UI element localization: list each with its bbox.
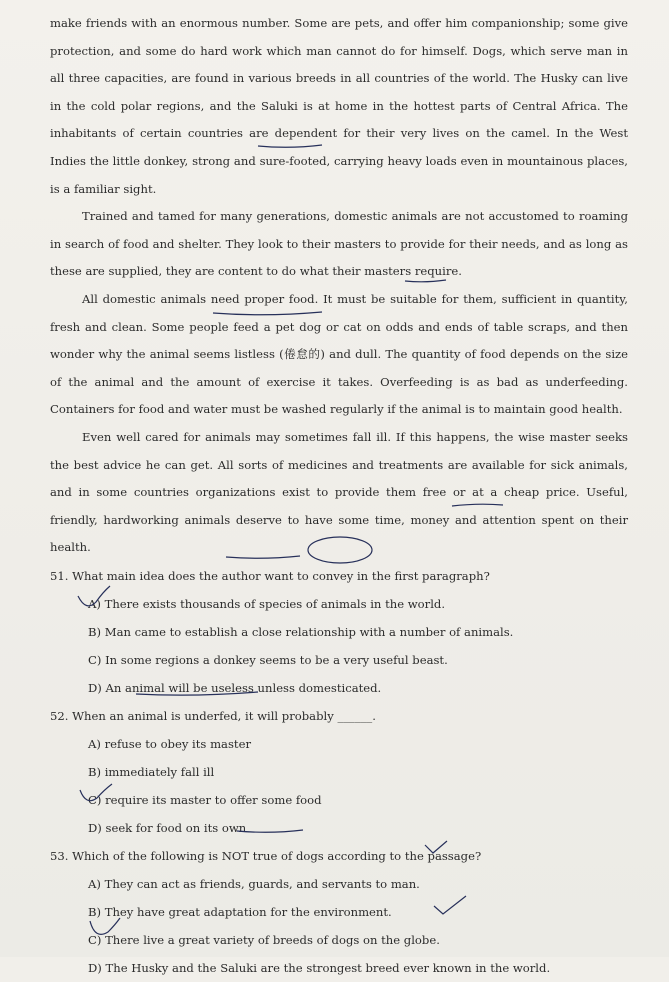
question-stem: 53. Which of the following is NOT true of dogs according to the passage?: [50, 848, 482, 863]
question-51: [50, 562, 628, 702]
question-53: [50, 842, 628, 982]
question-52: [50, 702, 628, 842]
question-stem: 51. What main idea does the author want to convey in the first paragraph?: [50, 568, 490, 583]
passage-paragraph-1: make friends with an enormous number. Some are pets, and offer him companionship; some give protection, and some do hard work which man cannot do for himself. Dogs, which serve man in all three capacities, are found in various breeds in all countries of the world. The Husky can live in the cold polar regions, and the Saluki is at home in the hottest parts of Central Africa. The inhabitants of certain countries are dependent for their very lives on the camel. In the West Indies the little donkey, strong and sure-footed, carrying heavy loads even in mountainous places, is a familiar sight.: [50, 16, 628, 196]
option-d: D) seek for food on its own: [88, 820, 247, 835]
passage-paragraph-4: Even well cared for animals may sometimes fall ill. If this happens, the wise master seeks the best advice he can get. All sorts of medicines and treatments are available for sick animals, and in some countries organizations exist to provide them free or at a cheap price. Useful, friendly, hardworking animals deserve to have some time, money and attention spent on their health.: [50, 429, 628, 555]
option-b: B) Man came to establish a close relationship with a number of animals.: [88, 624, 514, 639]
option-a: A) They can act as friends, guards, and servants to man.: [88, 876, 420, 891]
option-c: C) There live a great variety of breeds of dogs on the globe.: [88, 932, 440, 947]
option-b: B) immediately fall ill: [88, 764, 215, 779]
option-b: B) They have great adaptation for the environment.: [88, 904, 392, 919]
reading-section: [50, 10, 628, 982]
option-c: C) require its master to offer some food: [88, 792, 322, 807]
question-stem: 52. When an animal is underfed, it will probably ______.: [50, 708, 376, 723]
passage-paragraph-3: All domestic animals need proper food. It must be suitable for them, sufficient in quantity, fresh and clean. Some people feed a pet dog or cat on odds and ends of table scraps, and then wonder why the animal seems listless (倦怠的) and dull. The quantity of food depends on the size of the animal and the amount of exercise it takes. Overfeeding is as bad as underfeeding. Containers for food and water must be washed regularly if the animal is to maintain good health.: [50, 291, 628, 417]
option-a: A) There exists thousands of species of animals in the world.: [88, 596, 446, 611]
option-d: D) An animal will be useless unless domesticated.: [88, 680, 382, 695]
passage-paragraph-2: Trained and tamed for many generations, domestic animals are not accustomed to roaming in search of food and shelter. They look to their masters to provide for their needs, and as long as these are supplied, they are content to do what their masters require.: [50, 209, 628, 279]
option-d: D) The Husky and the Saluki are the strongest breed ever known in the world.: [88, 960, 551, 975]
option-c: C) In some regions a donkey seems to be a very useful beast.: [88, 652, 448, 667]
option-a: A) refuse to obey its master: [88, 736, 251, 751]
